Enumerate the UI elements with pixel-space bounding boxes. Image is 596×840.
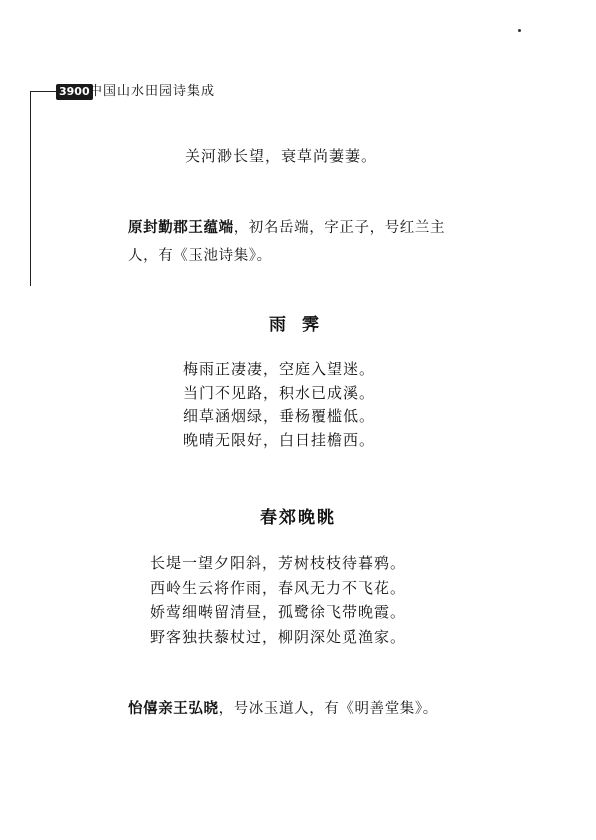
author-bio-text: ，号冰玉道人，有《明善堂集》。 <box>218 701 438 717</box>
poem-line: 西岭生云将作雨，春风无力不飞花。 <box>150 578 407 597</box>
scan-speck <box>518 29 521 32</box>
poem-line: 梅雨正凄凄，空庭入望迷。 <box>183 360 376 378</box>
running-header-title: 中国山水田园诗集成 <box>89 84 216 99</box>
poem-title: 雨霁 <box>269 315 335 335</box>
poem-line: 当门不见路，积水已成溪。 <box>183 383 376 402</box>
header-rule-vertical <box>30 91 31 286</box>
poem-line: 娇莺细啭留清昼，孤鹭徐飞带晚霞。 <box>150 603 407 621</box>
header-rule-horizontal <box>30 91 56 92</box>
continued-verse-line: 关河渺长望，衰草尚萋萋。 <box>185 147 378 165</box>
poem-line: 晚晴无限好，白日挂檐西。 <box>183 430 376 449</box>
author-bio <box>128 695 473 723</box>
poem-body <box>183 358 375 452</box>
author-name: 怡僖亲王弘晓 <box>128 701 219 717</box>
author-name: 原封勤郡王蕴端 <box>128 220 234 236</box>
author-bio <box>128 214 473 270</box>
poem-body <box>150 551 406 649</box>
poem-line: 野客独扶藜杖过，柳阴深处觅渔家。 <box>150 627 407 646</box>
poem-line: 细草涵烟绿，垂杨覆槛低。 <box>183 407 376 425</box>
poem-line: 长堤一望夕阳斜，芳树枝枝待暮鸦。 <box>150 554 407 572</box>
poem-title: 春郊晚眺 <box>260 508 336 528</box>
page-number: 3900 <box>56 84 93 100</box>
author-bio-text: ，初名岳端，字正子，号红兰主人，有《玉池诗集》。 <box>128 220 446 264</box>
